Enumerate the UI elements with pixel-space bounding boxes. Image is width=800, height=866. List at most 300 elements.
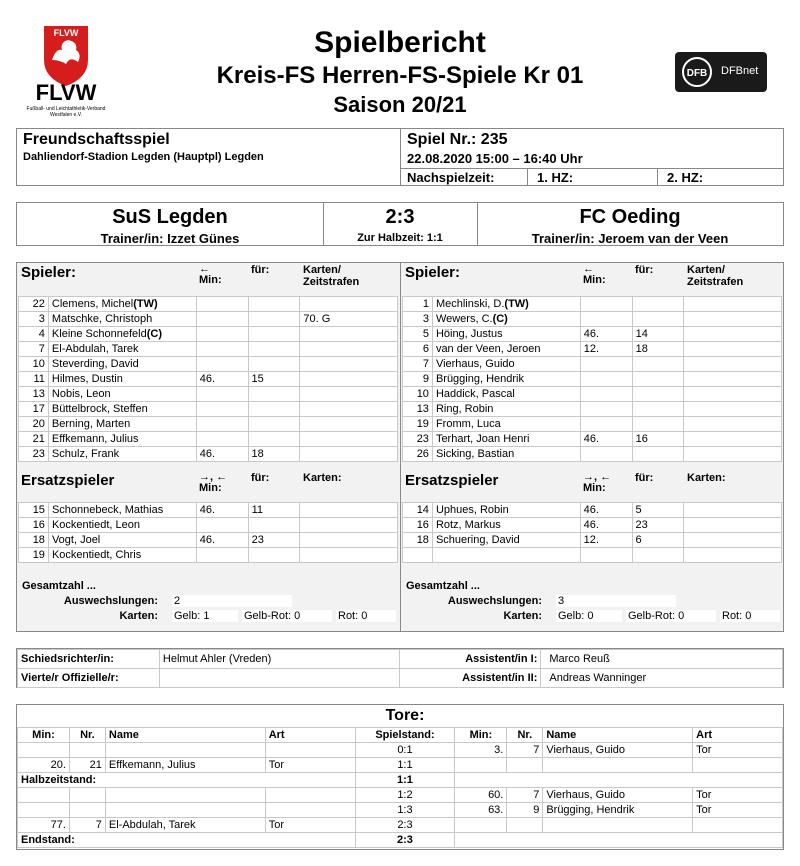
player-sub-for <box>632 372 684 387</box>
away-coach: Trainer/in: Jeroem van der Veen <box>531 231 729 246</box>
goal-row <box>18 773 783 788</box>
player-name: Schulz, Frank <box>51 448 120 460</box>
player-name-cell <box>48 533 196 548</box>
goal-away-art: Tor <box>693 743 783 758</box>
away-sub-for-header: für: <box>635 472 654 484</box>
player-name: Hilmes, Dustin <box>51 373 123 385</box>
player-sub-for: 23 <box>248 533 300 548</box>
goal-away-min <box>455 758 507 773</box>
goal-home-name <box>105 743 265 758</box>
player-number: 4 <box>19 327 49 342</box>
player-number: 13 <box>19 387 49 402</box>
player-cards <box>300 387 398 402</box>
player-row <box>19 342 398 357</box>
player-sub-minute <box>580 548 632 563</box>
player-sub-minute <box>580 387 632 402</box>
player-sub-minute: 46. <box>580 432 632 447</box>
player-number: 1 <box>403 297 433 312</box>
goal-home-min: 77. <box>18 818 70 833</box>
player-name-cell <box>432 402 580 417</box>
endscore-label: Endstand: <box>18 833 356 848</box>
competition-title: Kreis-FS Herren-FS-Spiele Kr 01 <box>216 62 584 89</box>
goal-away-nr: 9 <box>507 803 543 818</box>
player-name-cell <box>48 417 196 432</box>
player-row <box>403 503 782 518</box>
player-cards <box>300 503 398 518</box>
player-row <box>403 518 782 533</box>
player-sub-for: 18 <box>632 342 684 357</box>
player-cards: 70. G <box>300 312 398 327</box>
player-role-tag: (C) <box>492 313 508 325</box>
player-name: Vierhaus, Guido <box>435 358 515 370</box>
player-sub-minute <box>580 297 632 312</box>
goal-away-min: 3. <box>455 743 507 758</box>
goal-home-nr <box>69 743 105 758</box>
player-name: Rotz, Markus <box>435 519 501 531</box>
player-number: 9 <box>403 372 433 387</box>
player-sub-for <box>248 548 300 563</box>
player-number: 21 <box>19 432 49 447</box>
player-sub-minute: 46. <box>580 503 632 518</box>
player-number <box>403 548 433 563</box>
away-total-label: Gesamtzahl ... <box>406 580 480 592</box>
referee-name: Helmut Ahler (Vreden) <box>159 650 399 669</box>
svg-text:DFB: DFB <box>686 68 708 79</box>
player-row <box>19 402 398 417</box>
home-team: SuS Legden <box>112 206 228 228</box>
away-red: Rot: 0 <box>720 610 780 622</box>
goals-home-name-header: Name <box>105 728 265 743</box>
player-name: Clemens, Michel <box>51 298 134 310</box>
player-name-cell <box>432 312 580 327</box>
player-number: 26 <box>403 447 433 462</box>
goals-title: Tore: <box>385 707 425 724</box>
player-sub-for <box>248 518 300 533</box>
player-sub-for <box>248 387 300 402</box>
fourth-official-name <box>159 669 399 688</box>
player-sub-minute <box>580 357 632 372</box>
player-sub-minute <box>196 357 248 372</box>
player-sub-minute <box>580 372 632 387</box>
players-header: Spieler: <box>21 264 77 281</box>
subs-header: Ersatzspieler <box>21 472 115 489</box>
player-sub-minute <box>196 402 248 417</box>
player-cards <box>300 518 398 533</box>
away-sub-cards-header: Karten: <box>687 472 726 484</box>
officials-box <box>16 648 784 688</box>
goal-away-art <box>693 758 783 773</box>
player-cards <box>300 327 398 342</box>
player-name-cell <box>48 387 196 402</box>
goal-row <box>18 743 783 758</box>
empty-cell <box>455 833 783 848</box>
player-name: Kockentiedt, Leon <box>51 519 141 531</box>
player-number: 19 <box>19 548 49 563</box>
player-number: 7 <box>403 357 433 372</box>
score-box <box>16 202 784 246</box>
away-min-header: Min: <box>583 274 606 286</box>
halftime2-label: 2. HZ: <box>667 170 704 185</box>
player-name: Terhart, Joan Henri <box>435 433 530 445</box>
player-name: Effkemann, Julius <box>51 433 139 445</box>
player-sub-minute <box>196 327 248 342</box>
player-name-cell <box>48 297 196 312</box>
away-yellow: Gelb: 0 <box>556 610 622 622</box>
away-penalties-header: Zeitstrafen <box>687 276 744 288</box>
goals-home-nr-header: Nr. <box>69 728 105 743</box>
player-cards <box>300 447 398 462</box>
player-name-cell <box>48 342 196 357</box>
player-sub-minute: 12. <box>580 342 632 357</box>
player-row <box>403 417 782 432</box>
goal-score: 2:3 <box>355 818 455 833</box>
goal-score: 1:3 <box>355 803 455 818</box>
player-row <box>403 372 782 387</box>
player-name: Mechlinski, D. <box>435 298 505 310</box>
goal-away-name: Vierhaus, Guido <box>543 788 693 803</box>
away-cards-header: Karten/ <box>687 264 725 276</box>
player-name-cell <box>432 327 580 342</box>
player-row <box>19 357 398 372</box>
goal-row <box>18 803 783 818</box>
player-number: 5 <box>403 327 433 342</box>
player-sub-for: 14 <box>632 327 684 342</box>
goals-away-min-header: Min: <box>455 728 507 743</box>
player-row <box>19 447 398 462</box>
match-datetime: 22.08.2020 15:00 – 16:40 Uhr <box>407 151 583 166</box>
goal-home-name: El-Abdulah, Tarek <box>105 818 265 833</box>
halftime1-label: 1. HZ: <box>537 170 574 185</box>
player-cards <box>684 297 782 312</box>
player-cards <box>684 447 782 462</box>
player-cards <box>300 297 398 312</box>
player-name: Fromm, Luca <box>435 418 501 430</box>
player-name-cell <box>432 372 580 387</box>
player-cards <box>684 503 782 518</box>
player-number: 15 <box>19 503 49 518</box>
player-name-cell <box>432 503 580 518</box>
page-title: Spielbericht <box>314 26 486 59</box>
goal-away-nr <box>507 818 543 833</box>
goal-score: 0:1 <box>355 743 455 758</box>
player-sub-minute <box>196 297 248 312</box>
player-sub-minute <box>196 432 248 447</box>
flvw-logo-small: Fußball- und Leichtathletik-Verband Westfalen e.V. <box>26 106 106 118</box>
player-cards <box>684 533 782 548</box>
player-cards <box>684 372 782 387</box>
player-name: Matschke, Christoph <box>51 313 153 325</box>
player-name: Nobis, Leon <box>51 388 111 400</box>
player-cards <box>300 402 398 417</box>
sub-cards-header: Karten: <box>303 472 342 484</box>
assistant1-label: Assistent/in I: <box>399 650 541 669</box>
player-name: Schuering, David <box>435 534 520 546</box>
goal-away-name <box>543 758 693 773</box>
player-name-cell <box>432 432 580 447</box>
season-title: Saison 20/21 <box>333 92 467 117</box>
away-subs-table <box>402 502 782 563</box>
assistant2-name: Andreas Wanninger <box>541 669 783 688</box>
player-number: 20 <box>19 417 49 432</box>
player-row <box>403 297 782 312</box>
player-name-cell <box>48 447 196 462</box>
player-row <box>403 548 782 563</box>
away-players-header: Spieler: <box>405 264 461 281</box>
player-sub-for <box>632 312 684 327</box>
goal-home-min <box>18 743 70 758</box>
player-sub-for <box>248 402 300 417</box>
player-sub-for <box>632 387 684 402</box>
player-sub-for <box>632 548 684 563</box>
player-name: Steverding, David <box>51 358 139 370</box>
player-row <box>403 432 782 447</box>
player-number: 17 <box>19 402 49 417</box>
goal-away-art <box>693 818 783 833</box>
assistant2-label: Assistent/in II: <box>399 669 541 688</box>
player-name: Uphues, Robin <box>435 504 509 516</box>
player-sub-minute <box>196 518 248 533</box>
away-sub-min-header: Min: <box>583 482 606 494</box>
player-sub-for <box>248 327 300 342</box>
player-name-cell <box>48 432 196 447</box>
goal-row <box>18 758 783 773</box>
player-role-tag: (TW) <box>133 298 158 310</box>
player-cards <box>300 432 398 447</box>
goal-away-name <box>543 818 693 833</box>
player-sub-for <box>632 357 684 372</box>
home-cards-label: Karten: <box>119 610 158 622</box>
player-cards <box>684 518 782 533</box>
player-name-cell <box>432 417 580 432</box>
goal-home-art: Tor <box>265 758 355 773</box>
player-number: 19 <box>403 417 433 432</box>
player-sub-for <box>632 417 684 432</box>
player-sub-for: 11 <box>248 503 300 518</box>
player-name: Sicking, Bastian <box>435 448 515 460</box>
away-subs-header: Ersatzspieler <box>405 472 499 489</box>
player-name: Höing, Justus <box>435 328 503 340</box>
player-name: Ring, Robin <box>435 403 494 415</box>
player-cards <box>300 417 398 432</box>
player-cards <box>684 342 782 357</box>
player-cards <box>684 402 782 417</box>
away-sub-arrows: →, ← <box>583 472 612 483</box>
goal-home-nr <box>69 788 105 803</box>
player-role-tag: (TW) <box>504 298 529 310</box>
goal-away-art: Tor <box>693 803 783 818</box>
player-row <box>19 312 398 327</box>
penalties-header: Zeitstrafen <box>303 276 360 288</box>
flvw-logo-text: FLVW <box>35 80 97 105</box>
extra-time-label: Nachspielzeit: <box>407 170 495 185</box>
goals-score-header: Spielstand: <box>355 728 455 743</box>
player-row <box>403 533 782 548</box>
player-name-cell <box>48 357 196 372</box>
goal-home-art <box>265 803 355 818</box>
player-sub-minute <box>196 417 248 432</box>
home-total-label: Gesamtzahl ... <box>22 580 96 592</box>
player-row <box>19 518 398 533</box>
match-info-box <box>16 128 784 186</box>
player-name: Kleine Schonnefeld <box>51 328 147 340</box>
player-sub-for <box>248 417 300 432</box>
player-cards <box>684 327 782 342</box>
home-lineup <box>18 264 398 625</box>
min-header: Min: <box>199 274 222 286</box>
player-sub-minute <box>196 548 248 563</box>
sub-min-header: Min: <box>199 482 222 494</box>
empty-cell <box>455 773 783 788</box>
player-sub-for: 6 <box>632 533 684 548</box>
game-number: Spiel Nr.: 235 <box>407 131 508 148</box>
player-number: 10 <box>403 387 433 402</box>
player-row <box>403 342 782 357</box>
player-cards <box>300 548 398 563</box>
player-number: 10 <box>19 357 49 372</box>
player-sub-for: 15 <box>248 372 300 387</box>
player-sub-minute <box>580 447 632 462</box>
goals-away-art-header: Art <box>693 728 783 743</box>
player-name-cell <box>432 548 580 563</box>
player-name-cell <box>48 312 196 327</box>
player-row <box>403 327 782 342</box>
player-number: 18 <box>19 533 49 548</box>
goal-home-nr: 21 <box>69 758 105 773</box>
player-name: Schonnebeck, Mathias <box>51 504 164 516</box>
player-name-cell <box>48 372 196 387</box>
away-min-arrow: ← <box>583 264 594 275</box>
player-name-cell <box>48 548 196 563</box>
home-players-table <box>18 296 398 462</box>
goal-away-min: 60. <box>455 788 507 803</box>
player-sub-for: 23 <box>632 518 684 533</box>
player-cards <box>300 533 398 548</box>
player-number: 3 <box>403 312 433 327</box>
sub-for-header: für: <box>251 472 270 484</box>
goal-row <box>18 833 783 848</box>
player-name-cell <box>432 342 580 357</box>
player-name: Haddick, Pascal <box>435 388 515 400</box>
home-subs-table <box>18 502 398 563</box>
goals-away-name-header: Name <box>543 728 693 743</box>
goal-home-nr <box>69 803 105 818</box>
player-cards <box>684 312 782 327</box>
referee-label: Schiedsrichter/in: <box>18 650 160 669</box>
sub-arrows: →, ← <box>199 472 228 483</box>
player-sub-for <box>248 297 300 312</box>
goals-away-nr-header: Nr. <box>507 728 543 743</box>
player-sub-minute <box>196 312 248 327</box>
away-yellowred: Gelb-Rot: 0 <box>626 610 716 622</box>
goal-away-min <box>455 818 507 833</box>
goal-away-name: Vierhaus, Guido <box>543 743 693 758</box>
player-row <box>19 417 398 432</box>
flvw-logo <box>26 20 106 120</box>
goal-row <box>18 818 783 833</box>
player-name: Vogt, Joel <box>51 534 101 546</box>
away-team: FC Oeding <box>579 206 681 228</box>
final-score: 2:3 <box>385 206 415 228</box>
fourth-official-label: Vierte/r Offizielle/r: <box>18 669 160 688</box>
player-number: 6 <box>403 342 433 357</box>
for-header: für: <box>251 264 270 276</box>
player-row <box>403 357 782 372</box>
player-sub-for <box>632 402 684 417</box>
player-name: Büttelbrock, Steffen <box>51 403 148 415</box>
goal-away-nr: 7 <box>507 788 543 803</box>
goals-home-min-header: Min: <box>18 728 70 743</box>
player-sub-for <box>632 297 684 312</box>
goals-table <box>17 727 783 848</box>
player-row <box>403 312 782 327</box>
cards-header: Karten/ <box>303 264 341 276</box>
min-arrow: ← <box>199 264 210 275</box>
player-number: 16 <box>403 518 433 533</box>
player-row <box>19 548 398 563</box>
home-coach: Trainer/in: Izzet Günes <box>100 231 240 246</box>
player-row <box>19 533 398 548</box>
player-number: 14 <box>403 503 433 518</box>
player-sub-minute <box>580 417 632 432</box>
goal-away-min: 63. <box>455 803 507 818</box>
player-number: 23 <box>19 447 49 462</box>
away-totals <box>402 577 782 625</box>
goal-away-name: Brügging, Hendrik <box>543 803 693 818</box>
player-sub-minute: 46. <box>580 327 632 342</box>
player-sub-for: 18 <box>248 447 300 462</box>
away-subs-count: 3 <box>556 595 676 607</box>
player-name: Wewers, C. <box>435 313 493 325</box>
player-name-cell <box>48 503 196 518</box>
endscore: 2:3 <box>355 833 455 848</box>
player-name-cell <box>432 357 580 372</box>
home-yellowred: Gelb-Rot: 0 <box>242 610 332 622</box>
player-cards <box>300 372 398 387</box>
goal-away-art: Tor <box>693 788 783 803</box>
player-name-cell <box>48 402 196 417</box>
goals-box <box>16 704 784 850</box>
goal-away-nr <box>507 758 543 773</box>
player-number: 13 <box>403 402 433 417</box>
player-sub-minute <box>196 342 248 357</box>
svg-text:FLVW: FLVW <box>53 28 79 38</box>
assistant1-name: Marco Reuß <box>541 650 783 669</box>
match-venue: Dahliendorf-Stadion Legden (Hauptpl) Legden <box>23 151 264 163</box>
home-totals <box>18 577 398 625</box>
player-row <box>19 432 398 447</box>
match-type: Freundschaftsspiel <box>23 131 170 148</box>
player-name-cell <box>432 533 580 548</box>
halftime-score: Zur Halbzeit: 1:1 <box>357 232 443 244</box>
player-sub-minute: 46. <box>196 533 248 548</box>
player-sub-for: 5 <box>632 503 684 518</box>
player-name: El-Abdulah, Tarek <box>51 343 139 355</box>
player-cards <box>684 357 782 372</box>
player-row <box>19 297 398 312</box>
away-for-header: für: <box>635 264 654 276</box>
player-sub-for <box>248 432 300 447</box>
player-sub-minute: 46. <box>580 518 632 533</box>
player-sub-minute: 12. <box>580 533 632 548</box>
home-subs-label: Auswechslungen: <box>63 595 158 607</box>
player-sub-for <box>248 342 300 357</box>
player-cards <box>684 387 782 402</box>
goal-home-art: Tor <box>265 818 355 833</box>
player-number: 23 <box>403 432 433 447</box>
home-yellow: Gelb: 1 <box>172 610 238 622</box>
player-row <box>403 447 782 462</box>
away-subs-label: Auswechslungen: <box>447 595 542 607</box>
